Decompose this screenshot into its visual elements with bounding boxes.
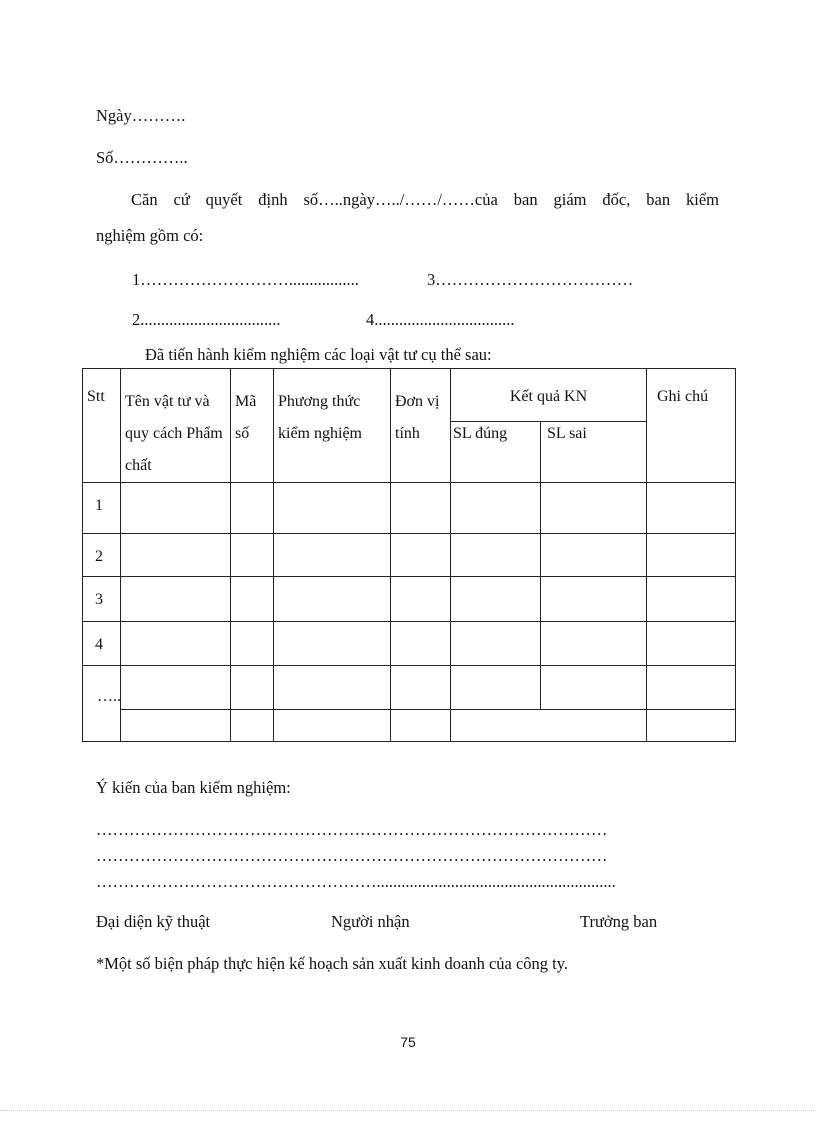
- header-correct: SL đúng: [451, 422, 541, 483]
- intro-line-2: nghiệm gồm có:: [96, 226, 204, 245]
- signature-technical: Đại diện kỹ thuật: [96, 912, 211, 931]
- table-row: [83, 577, 736, 622]
- date-line: Ngày……….: [96, 106, 186, 125]
- signature-receiver: Người nhận: [331, 912, 410, 931]
- table-row: [83, 534, 736, 577]
- signature-head: Trưởng ban: [580, 912, 658, 931]
- page-bottom-rule: [0, 1110, 816, 1111]
- header-method: Phương thức kiểm nghiệm: [274, 369, 391, 483]
- page-number: 75: [400, 1034, 416, 1050]
- header-unit: Đơn vị tính: [391, 369, 451, 483]
- member-4: 4..................................: [366, 310, 515, 329]
- header-code: Mã số: [231, 369, 274, 483]
- table-row: [83, 483, 736, 534]
- row-number: 1: [83, 483, 121, 534]
- footnote: *Một số biện pháp thực hiện kế hoạch sản xuất kinh doanh của công ty.: [96, 954, 569, 973]
- header-name: Tên vật tư và quy cách Phẩm chất: [121, 369, 231, 483]
- header-note: Ghi chú: [647, 369, 736, 483]
- opinion-dots-1: …………………………………………………………………………………: [96, 820, 608, 839]
- row-ellipsis: …..: [97, 688, 121, 705]
- member-1: 1……………………….................: [132, 270, 359, 289]
- intro-line-1: Căn cứ quyết định số…..ngày…../……/……của ban giám đốc, ban kiểm: [131, 190, 719, 209]
- number-line: Số…………..: [96, 148, 188, 167]
- row-number: 4: [83, 622, 121, 666]
- header-stt: Stt: [83, 369, 121, 483]
- table-intro: Đã tiến hành kiểm nghiệm các loại vật tư cụ thể sau:: [145, 345, 492, 364]
- header-wrong: SL sai: [541, 422, 647, 483]
- opinion-dots-2: …………………………………………………………………………………: [96, 846, 608, 865]
- header-result: Kết quả KN: [451, 369, 647, 422]
- table-row: [83, 666, 736, 710]
- member-2: 2..................................: [132, 310, 281, 329]
- table-row: [83, 710, 736, 742]
- row-ellipsis-cell: [83, 666, 121, 742]
- row-number: 2: [83, 534, 121, 577]
- opinion-title: Ý kiến của ban kiểm nghiệm:: [96, 778, 291, 797]
- table-row: [83, 622, 736, 666]
- inspection-table: [82, 368, 736, 742]
- row-number: 3: [83, 577, 121, 622]
- opinion-dots-3: ……………………………………………..........................................................: [96, 872, 616, 891]
- member-3: 3………………………………: [427, 270, 634, 289]
